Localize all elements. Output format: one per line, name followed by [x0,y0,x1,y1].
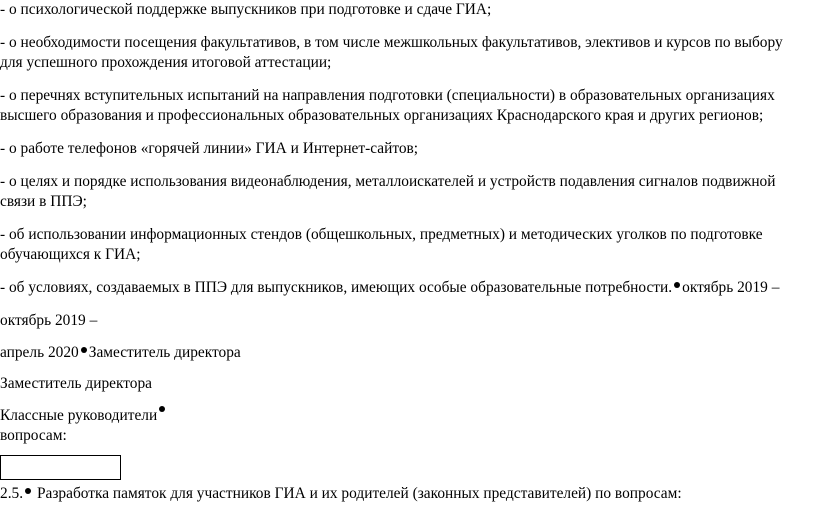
bullet-icon [25,488,31,494]
period-end: апрель 2020 [0,344,79,361]
questions-fragment: вопросам: [0,427,67,444]
responsible-inline: Заместитель директора [88,344,241,361]
paragraph-video-surveillance-line1: - о целях и порядке использования видеонаблюдения, металлоискателей и устройств подавления сигналов подвижной [0,173,776,190]
empty-table-cell [0,455,121,480]
paragraph-psych-support: - о психологической поддержке выпускников при подготовке и сдаче ГИА; [0,1,492,18]
paragraph-entrance-exams-line1: - о перечнях вступительных испытаний на направления подготовки (специальности) в образовательных организациях [0,87,775,104]
paragraph-info-stands-line2: обучающихся к ГИА; [0,246,141,263]
special-needs-text: - об условиях, создаваемых в ППЭ для выпускников, имеющих особые образовательные потребности. [0,279,673,296]
class-teachers-row [0,406,167,426]
class-teachers: Классные руководители [0,407,158,424]
responsible: Заместитель директора [0,375,153,392]
paragraph-hotline: - о работе телефонов «горячей линии» ГИА и Интернет-сайтов; [0,140,419,157]
item-number: 2.5. [0,485,24,502]
item-2-5-row [0,484,682,504]
paragraph-electives-line2: для успешного прохождения итоговой аттестации; [0,54,332,71]
item-text: Разработка памяток для участников ГИА и их родителей (законных представителей) по вопросам: [36,485,682,502]
period-start-inline: октябрь 2019 – [682,279,780,296]
bullet-icon [159,406,165,412]
period-start: октябрь 2019 – [0,312,98,329]
period-end-row [0,343,241,363]
paragraph-special-needs [0,278,779,298]
bullet-icon [674,282,680,288]
paragraph-video-surveillance-line2: связи в ППЭ; [0,193,87,210]
bullet-icon [81,347,87,353]
paragraph-electives-line1: - о необходимости посещения факультативов, в том числе межшкольных факультативов, элективов и курсов по выбору [0,34,783,51]
paragraph-info-stands-line1: - об использовании информационных стендов (общешкольных, предметных) и методических уголков по подготовке [0,226,763,243]
paragraph-entrance-exams-line2: высшего образования и профессиональных образовательных организациях Краснодарского края и других регионов; [0,107,764,124]
